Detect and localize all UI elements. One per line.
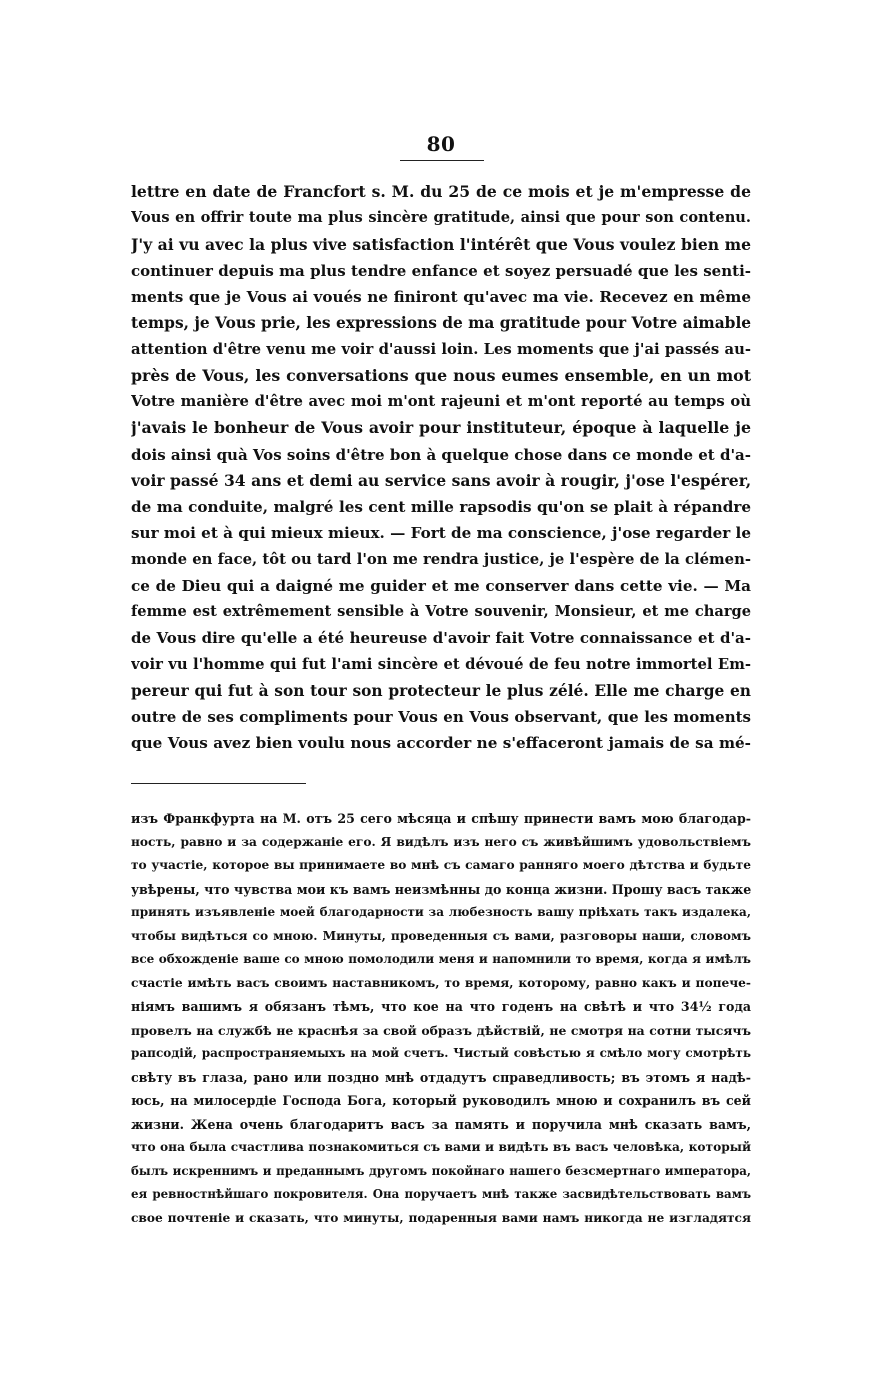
footnote-line: ея ревностнѣйшаго покровителя. Она поручаетъ мнѣ также засвидѣтельствовать вамъ <box>131 1187 751 1201</box>
footnote-line: рапсодій, распространяемыхъ на мой счетъ. Чистый совѣстью я смѣло могу смотрѣть <box>131 1046 751 1060</box>
main-text-line: pereur qui fut à son tour son protecteur le plus zélé. Elle me charge en <box>131 681 751 700</box>
footnote-line: ность, равно и за содержаніе его. Я видѣлъ изъ него съ живѣйшимъ удовольствіемъ <box>131 834 751 849</box>
main-text-line: J'y ai vu avec la plus vive satisfaction l'intérêt que Vous voulez bien me <box>131 234 751 254</box>
footnote-line: провелъ на службѣ не краснѣя за свой образъ дѣйствій, не смотря на сотни тысячъ <box>131 1022 751 1038</box>
footnote-line: то участіе, которое вы принимаете во мнѣ съ самаго ранняго моего дѣтства и будьте <box>131 858 751 872</box>
main-text-line: continuer depuis ma plus tendre enfance et soyez persuadé que les senti- <box>131 261 751 280</box>
footnote-line: былъ искреннимъ и преданнымъ другомъ покойнаго нашего безсмертнаго императора, <box>131 1163 751 1178</box>
footnote-line: принять изъявленіе моей благодарности за любезность вашу пріѣхать такъ издалека, <box>131 905 751 919</box>
footnote-line: свѣту въ глаза, рано или поздно мнѣ отдадутъ справедливость; въ этомъ я надѣ- <box>131 1069 751 1085</box>
footnote-separator <box>131 783 306 784</box>
main-text-line: ments que je Vous ai voués ne finiront qu'avec ma vie. Recevez en même <box>131 288 751 306</box>
footnote-line: счастіе имѣть васъ своимъ наставникомъ, то время, которому, равно какъ и попече- <box>131 975 751 990</box>
main-text-line: temps, je Vous prie, les expressions de ma gratitude pour Votre aimable <box>131 314 751 333</box>
main-text-line: Vous en offrir toute ma plus sincère gratitude, ainsi que pour son contenu. <box>131 209 751 227</box>
main-text-line: que Vous avez bien voulu nous accorder ne s'effaceront jamais de sa mé- <box>131 734 751 753</box>
main-text-line: j'avais le bonheur de Vous avoir pour instituteur, époque à laquelle je <box>131 418 751 438</box>
main-text-line: ce de Dieu qui a daigné me guider et me conserver dans cette vie. — Ma <box>131 576 751 595</box>
footnote-line: что она была счастлива познакомиться съ вами и видѣть въ васъ человѣка, который <box>131 1140 751 1154</box>
footnote-line: чтобы видѣться со мною. Минуты, проведенныя съ вами, разговоры наши, словомъ <box>131 928 751 943</box>
main-text-line: voir vu l'homme qui fut l'ami sincère et dévoué de feu notre immortel Em- <box>131 655 751 673</box>
main-text-line: attention d'être venu me voir d'aussi loin. Les moments que j'ai passés au- <box>131 340 751 358</box>
main-text-line: Votre manière d'être avec moi m'ont rajeuni et m'ont reporté au temps où <box>131 393 751 410</box>
main-text-line: sur moi et à qui mieux mieux. — Fort de ma conscience, j'ose regarder le <box>131 524 751 543</box>
main-text-line: dois ainsi quà Vos soins d'être bon à quelque chose dans ce monde et d'a- <box>131 445 751 464</box>
page-number: 80 <box>426 132 456 156</box>
main-text-line: lettre en date de Francfort s. M. du 25 de ce mois et je m'empresse de <box>131 182 751 201</box>
footnote-line: свое почтеніе и сказать, что минуты, подаренныя вами намъ никогда не изгладятся <box>131 1210 751 1225</box>
footnote-line: юсь, на милосердіе Господа Бога, который руководилъ мною и сохранилъ въ сей <box>131 1093 751 1108</box>
footnote-line: ніямъ вашимъ я обязанъ тѣмъ, что кое на что годенъ на свѣтѣ и что 34½ года <box>131 999 751 1014</box>
footnote-line: увѣрены, что чувства мои къ вамъ неизмѣнны до конца жизни. Прошу васъ также <box>131 881 751 897</box>
footnote-block <box>131 807 751 1230</box>
main-text-line: outre de ses compliments pour Vous en Vous observant, que les moments <box>131 708 751 726</box>
main-text-line: de Vous dire qu'elle a été heureuse d'avoir fait Votre connaissance et d'a- <box>131 629 751 648</box>
footnote-line: изъ Франкфурта на М. отъ 25 сего мѣсяца и спѣшу принести вамъ мою благодар- <box>131 811 751 826</box>
page-number-rule <box>400 160 484 161</box>
footnote-line: все обхожденіе ваше со мною помолодили меня и напомнили то время, когда я имѣлъ <box>131 952 751 966</box>
main-text-line: près de Vous, les conversations que nous eumes ensemble, en un mot <box>131 365 751 385</box>
main-text-line: de ma conduite, malgré les cent mille rapsodis qu'on se plait à répandre <box>131 498 751 516</box>
footnote-line: жизни. Жена очень благодаритъ васъ за память и поручила мнѣ сказать вамъ, <box>131 1116 751 1132</box>
main-text-line: monde en face, tôt ou tard l'on me rendra justice, je l'espère de la clémen- <box>131 550 751 568</box>
main-text-block <box>131 179 751 757</box>
main-text-line: voir passé 34 ans et demi au service sans avoir à rougir, j'ose l'espérer, <box>131 470 751 490</box>
main-text-line: femme est extrêmement sensible à Votre souvenir, Monsieur, et me charge <box>131 603 751 620</box>
